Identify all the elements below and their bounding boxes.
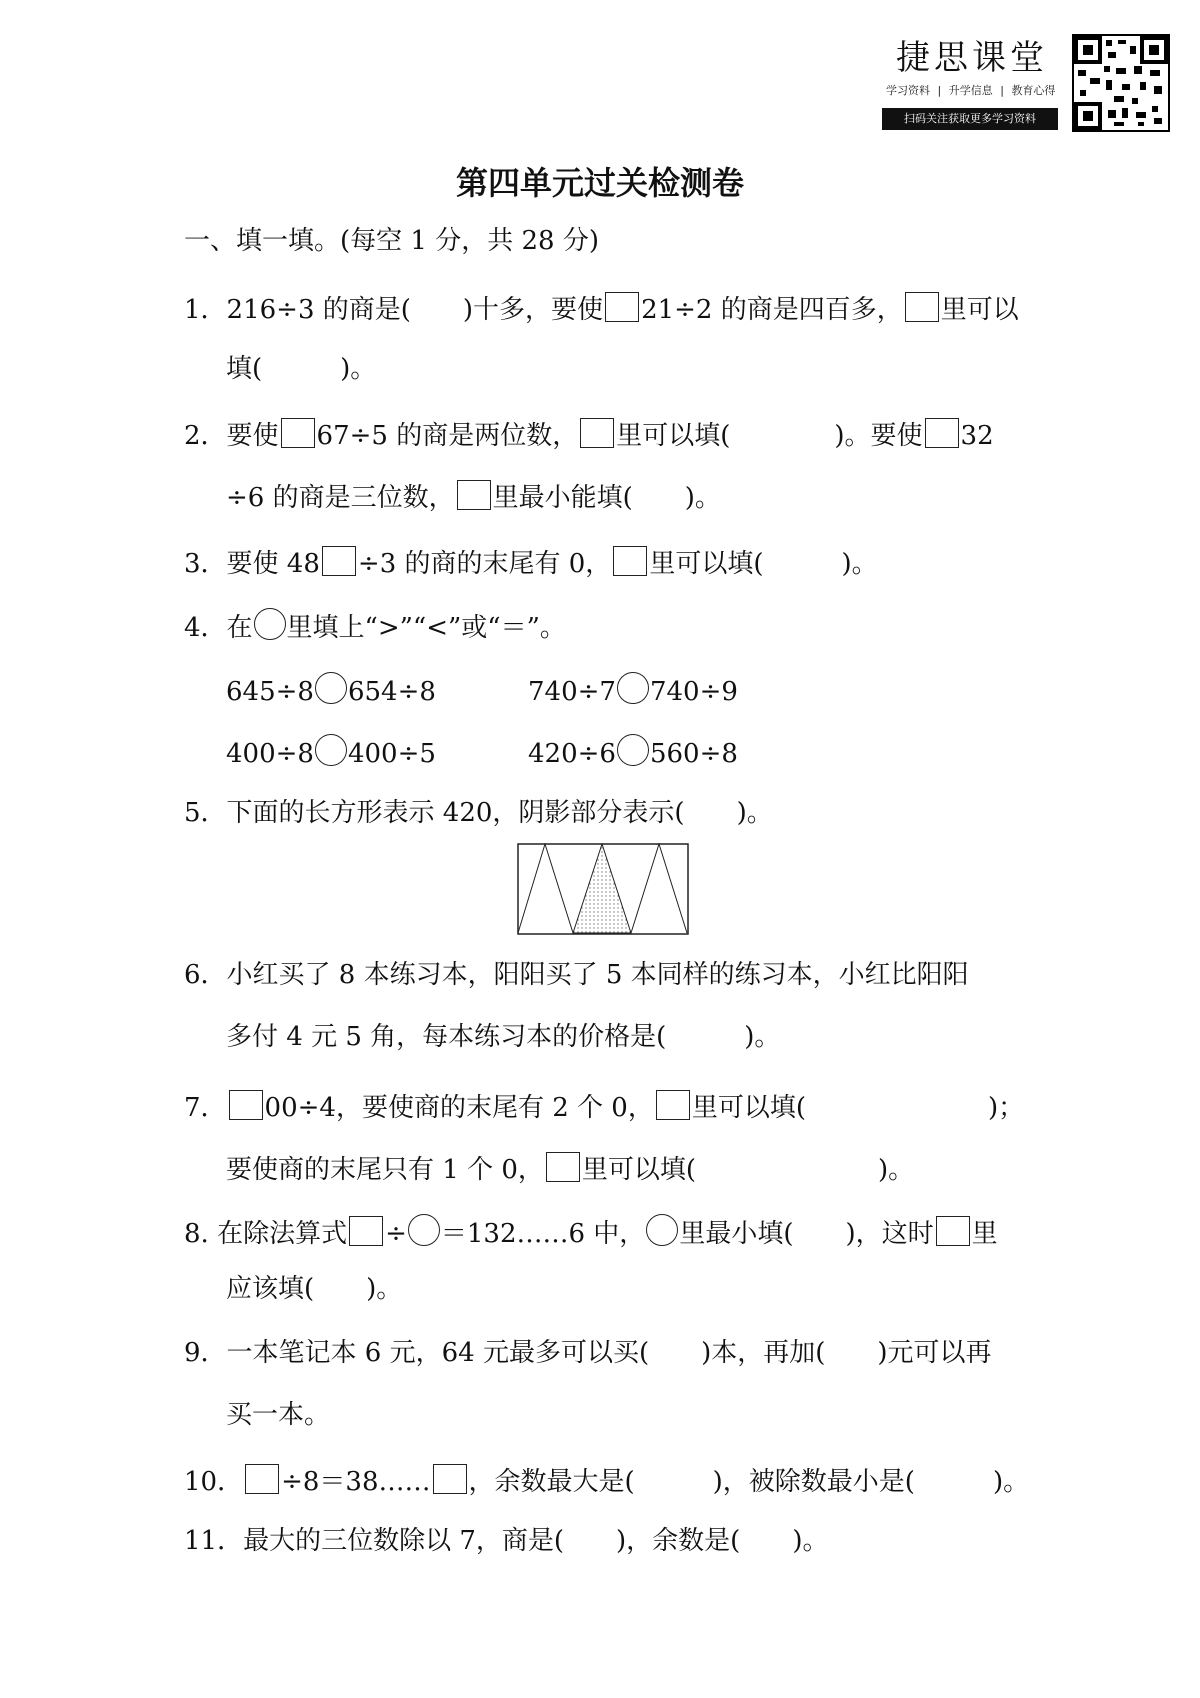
q4-expr: 740÷9 bbox=[649, 677, 738, 707]
q7-text: 00÷4，要使商的末尾有 2 个 0， bbox=[264, 1093, 654, 1123]
q4-text: 4．在 bbox=[184, 613, 253, 643]
answer-box[interactable] bbox=[433, 1464, 467, 1494]
q2-text: 32 bbox=[960, 421, 994, 451]
q2-text: 67÷5 的商是两位数， bbox=[316, 421, 579, 451]
question-2 bbox=[184, 418, 994, 453]
answer-box[interactable] bbox=[656, 1090, 690, 1120]
question-1-cont: 填( )。 bbox=[226, 354, 377, 384]
question-9-cont: 买一本。 bbox=[226, 1400, 331, 1430]
q4-row1-right bbox=[528, 672, 738, 709]
brand-slogan: 扫码关注获取更多学习资料 bbox=[882, 108, 1058, 130]
q4-expr: 400÷8 bbox=[226, 739, 314, 769]
q8-text: ÷ bbox=[385, 1219, 407, 1249]
answer-box[interactable] bbox=[905, 292, 939, 322]
answer-box[interactable] bbox=[925, 418, 959, 448]
q4-row2-left bbox=[226, 734, 436, 771]
q4-expr: 420÷6 bbox=[528, 739, 616, 769]
rectangle-diagram bbox=[517, 843, 689, 935]
answer-circle[interactable] bbox=[617, 672, 649, 704]
q3-text: ÷3 的商的末尾有 0， bbox=[357, 549, 612, 579]
section-heading: 一、填一填。(每空 1 分，共 28 分) bbox=[184, 226, 599, 256]
q4-expr: 654÷8 bbox=[347, 677, 436, 707]
question-2-cont bbox=[226, 480, 721, 515]
q4-expr: 645÷8 bbox=[226, 677, 314, 707]
answer-box[interactable] bbox=[322, 546, 356, 576]
answer-box[interactable] bbox=[245, 1464, 279, 1494]
answer-circle[interactable] bbox=[646, 1214, 678, 1246]
question-6-cont: 多付 4 元 5 角，每本练习本的价格是( )。 bbox=[226, 1022, 781, 1052]
q7-text: 7． bbox=[184, 1093, 227, 1123]
question-11: 11．最大的三位数除以 7，商是( )，余数是( )。 bbox=[184, 1526, 829, 1556]
q3-text: 3．要使 48 bbox=[184, 549, 320, 579]
brand-tag: 升学信息 bbox=[948, 84, 993, 97]
answer-circle[interactable] bbox=[315, 672, 347, 704]
answer-box[interactable] bbox=[281, 418, 315, 448]
answer-box[interactable] bbox=[457, 480, 491, 510]
brand-tags: 学习资料 | 升学信息 | 教育心得 bbox=[886, 84, 1056, 97]
question-4 bbox=[184, 608, 566, 645]
q7-text: 里可以填( )； bbox=[691, 1093, 1025, 1123]
q2-text: 2．要使 bbox=[184, 421, 279, 451]
q10-text: 10． bbox=[184, 1467, 244, 1497]
answer-box[interactable] bbox=[580, 418, 614, 448]
question-8 bbox=[184, 1214, 998, 1251]
q3-text: 里可以填( )。 bbox=[649, 549, 878, 579]
question-6: 6．小红买了 8 本练习本，阳阳买了 5 本同样的练习本，小红比阳阳 bbox=[184, 960, 969, 990]
q4-row1-left bbox=[226, 672, 436, 709]
answer-circle[interactable] bbox=[254, 608, 286, 640]
question-3 bbox=[184, 546, 878, 581]
answer-circle[interactable] bbox=[315, 734, 347, 766]
q8-text: 8. 在除法算式 bbox=[184, 1219, 348, 1249]
question-8-cont: 应该填( )。 bbox=[226, 1274, 403, 1304]
brand-tag: 学习资料 bbox=[886, 84, 930, 97]
q1-text: 里可以 bbox=[940, 295, 1019, 325]
question-5: 5．下面的长方形表示 420，阴影部分表示( )。 bbox=[184, 798, 773, 828]
q4-expr: 400÷5 bbox=[347, 739, 436, 769]
q7-text: 里可以填( )。 bbox=[581, 1155, 915, 1185]
question-7 bbox=[184, 1090, 1024, 1125]
q10-text: ÷8＝38…… bbox=[281, 1467, 431, 1497]
answer-box[interactable] bbox=[349, 1216, 383, 1246]
question-1 bbox=[184, 292, 1019, 327]
answer-box[interactable] bbox=[546, 1152, 580, 1182]
q4-expr: 560÷8 bbox=[649, 739, 738, 769]
brand-tag: 教育心得 bbox=[1011, 84, 1056, 97]
q8-text: 里最小填( )，这时 bbox=[679, 1219, 934, 1249]
q10-text: ，余数最大是( )，被除数最小是( )。 bbox=[468, 1467, 1030, 1497]
q7-text: 要使商的末尾只有 1 个 0， bbox=[226, 1155, 544, 1185]
question-10 bbox=[184, 1464, 1029, 1499]
answer-circle[interactable] bbox=[408, 1214, 440, 1246]
question-9: 9．一本笔记本 6 元，64 元最多可以买( )本，再加( )元可以再 bbox=[184, 1338, 992, 1368]
q2-text: ÷6 的商是三位数， bbox=[226, 483, 455, 513]
page-title: 第四单元过关检测卷 bbox=[455, 164, 744, 202]
question-7-cont bbox=[226, 1152, 914, 1187]
brand-name: 捷思课堂 bbox=[896, 38, 1048, 78]
q1-text: 1．216÷3 的商是( )十多，要使 bbox=[184, 295, 604, 325]
answer-box[interactable] bbox=[605, 292, 639, 322]
q4-row2-right bbox=[528, 734, 738, 771]
q8-text: ＝132……6 中， bbox=[440, 1219, 646, 1249]
q1-text: 21÷2 的商是四百多， bbox=[641, 295, 903, 325]
q2-text: 里最小能填( )。 bbox=[492, 483, 721, 513]
q4-text: 里填上“>”“<”或“＝”。 bbox=[286, 613, 566, 643]
q4-expr: 740÷7 bbox=[528, 677, 616, 707]
q8-text: 里 bbox=[971, 1219, 998, 1249]
qr-code-icon bbox=[1072, 34, 1170, 132]
q2-text: 里可以填( )。要使 bbox=[616, 421, 923, 451]
answer-box[interactable] bbox=[613, 546, 647, 576]
answer-box[interactable] bbox=[936, 1216, 970, 1246]
answer-box[interactable] bbox=[229, 1090, 263, 1120]
answer-circle[interactable] bbox=[617, 734, 649, 766]
